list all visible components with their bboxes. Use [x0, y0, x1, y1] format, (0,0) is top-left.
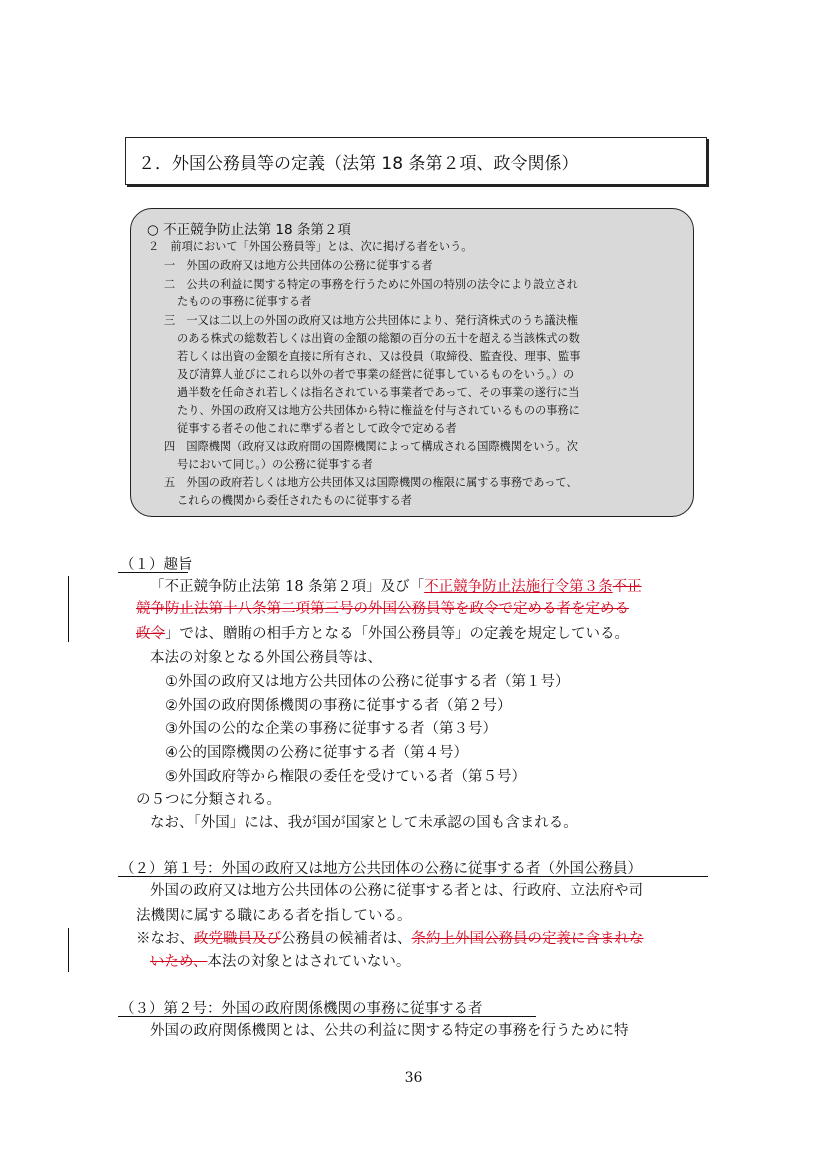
revision-bar — [68, 928, 69, 972]
page-number: 36 — [404, 1070, 423, 1086]
section1-para-line: 政令」では、贈賄の相手方となる「外国公務員等」の定義を規定している。 — [136, 626, 629, 642]
section-heading-box — [125, 137, 707, 185]
section1-heading: （１）趣旨 — [120, 557, 193, 573]
law-line: 従事する者その他これに準ずる者として政令で定める者 — [177, 422, 457, 435]
section2-heading-underline — [118, 876, 708, 877]
section2-para-line: いため、本法の対象とはされていない。 — [150, 954, 411, 970]
law-line: 三 一又は二以上の外国の政府又は地方公共団体により、発行済株式のうち議決権 — [164, 314, 578, 327]
section1-para-line: なお、「外国」には、我が国が国家として未承認の国も含まれる。 — [150, 815, 578, 831]
section1-para-line: の５つに分類される。 — [136, 792, 281, 808]
deleted-text: いため、 — [150, 954, 208, 970]
deleted-text: 条約上外国公務員の定義に含まれな — [411, 931, 644, 947]
section-heading: ２．外国公務員等の定義（法第 18 条第２項、政令関係） — [138, 154, 579, 174]
law-excerpt-title: ○ 不正競争防止法第 18 条第２項 — [147, 222, 351, 238]
revision-bar — [68, 576, 69, 642]
deleted-text: 政党職員及び — [194, 931, 281, 947]
category-item: ②外国の政府関係機関の事務に従事する者（第２号） — [165, 698, 512, 714]
section1-para-line: 本法の対象となる外国公務員等は、 — [150, 650, 382, 666]
category-item: ①外国の政府又は地方公共団体の公務に従事する者（第１号） — [165, 674, 570, 690]
law-line: これらの機関から委任されたものに従事する者 — [177, 494, 412, 507]
deleted-text: 不正 — [612, 579, 642, 595]
category-item: ③外国の公的な企業の事務に従事する者（第３号） — [165, 721, 497, 737]
section2-para-line: 外国の政府又は地方公共団体の公務に従事する者とは、行政府、立法府や司 — [150, 883, 643, 899]
law-line: ２ 前項において「外国公務員等」とは、次に掲げる者をいう。 — [148, 240, 473, 253]
deleted-text: 競争防止法第十八条第二項第三号の外国公務員等を政令で定める者を定める — [136, 601, 629, 617]
law-line: のある株式の総数若しくは出資の金額の総額の百分の五十を超える当該株式の数 — [177, 332, 580, 345]
law-line: 及び清算人並びにこれら以外の者で事業の経営に従事しているものをいう。）の — [177, 368, 575, 381]
law-line: 一 外国の政府又は地方公共団体の公務に従事する者 — [164, 259, 433, 272]
section3-para-line: 外国の政府関係機関とは、公共の利益に関する特定の事務を行うために特 — [150, 1023, 629, 1039]
section1-para-line — [136, 598, 629, 620]
deleted-text: 政令 — [136, 626, 165, 642]
section3-heading: （３）第２号：外国の政府関係機関の事務に従事する者 — [120, 1001, 483, 1017]
law-line: 二 公共の利益に関する特定の事務を行うために外国の特別の法令により設立され — [164, 278, 578, 291]
law-line: たり、外国の政府又は地方公共団体から特に権益を付与されているものの事務に — [177, 404, 580, 417]
law-line: たものの事務に従事する者 — [177, 295, 312, 308]
law-line: 号において同じ。）の公務に従事する者 — [177, 458, 373, 471]
law-line: 過半数を任命され若しくは指名されている事業者であって、その事業の遂行に当 — [177, 386, 580, 399]
section2-para-line: 法機関に属する職にある者を指している。 — [136, 908, 412, 924]
section2-para-line: ※なお、政党職員及び公務員の候補者は、条約上外国公務員の定義に含まれな — [136, 931, 644, 947]
category-item: ⑤外国政府等から権限の委任を受けている者（第５号） — [165, 769, 526, 785]
inserted-text: 不正競争防止法施行令第３条 — [424, 579, 613, 595]
category-item: ④公的国際機関の公務に従事する者（第４号） — [165, 745, 468, 761]
law-line: 五 外国の政府若しくは地方公共団体又は国際機関の権限に属する事務であって、 — [164, 476, 578, 489]
law-line: 若しくは出資の金額を直接に所有され、又は役員（取締役、監査役、理事、監事 — [177, 350, 581, 363]
section2-heading: （２）第１号：外国の政府又は地方公共団体の公務に従事する者（外国公務員） — [120, 861, 642, 877]
section3-heading-underline — [118, 1016, 536, 1017]
section1-para-line: 「不正競争防止法第 18 条第２項」及び「不正競争防止法施行令第３条不正 — [150, 579, 642, 595]
law-line: 四 国際機関（政府又は政府間の国際機関によって構成される国際機関をいう。次 — [164, 440, 578, 453]
section1-heading-underline — [118, 572, 188, 573]
